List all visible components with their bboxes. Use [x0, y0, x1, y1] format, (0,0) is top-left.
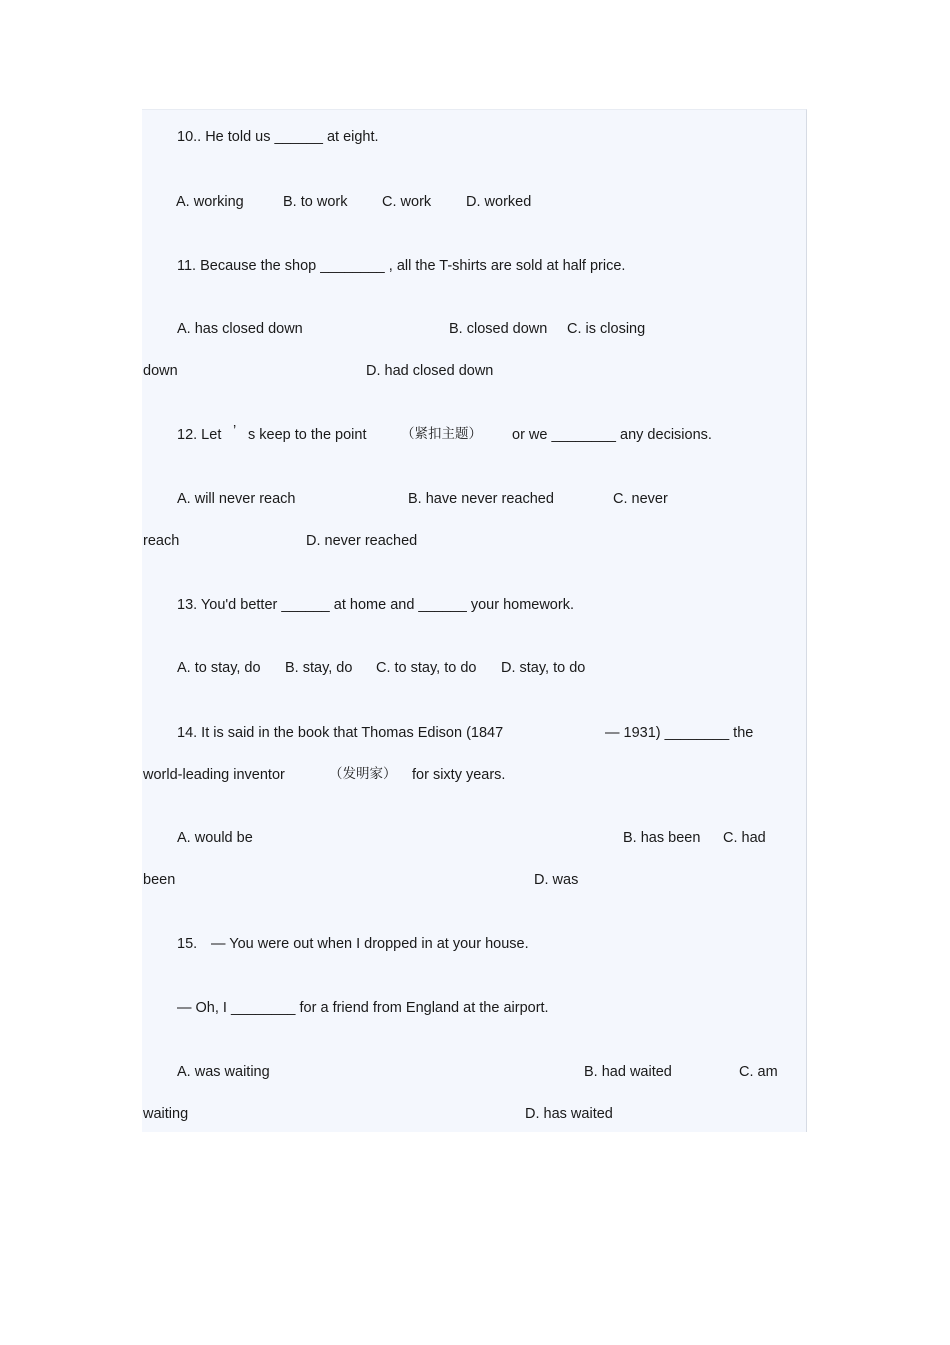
q15-option-c-continued: waiting — [143, 1106, 189, 1122]
q15-option-a: A. was waiting — [177, 1064, 270, 1080]
q12-stem-start: 12. Let — [177, 427, 222, 443]
q14-option-b: B. has been — [623, 830, 701, 846]
q12-option-d: D. never reached — [306, 533, 418, 549]
q11-option-a: A. has closed down — [177, 321, 303, 337]
q13-option-d: D. stay, to do — [501, 660, 586, 676]
q10-option-c: C. work — [382, 194, 432, 210]
q14-option-c: C. had — [723, 830, 766, 846]
q11-option-b: B. closed down — [449, 321, 548, 337]
q15-dialogue-line2: — Oh, I ________ for a friend from England at the airport. — [177, 1000, 549, 1016]
q11-stem: 11. Because the shop ________ , all the T-shirts are sold at half price. — [177, 258, 626, 274]
q15-option-d: D. has waited — [525, 1106, 613, 1122]
q14-stem-start: 14. It is said in the book that Thomas Edison (1847 — [177, 725, 504, 741]
q11-option-c-continued: down — [143, 363, 178, 379]
q15-option-c: C. am — [739, 1064, 778, 1080]
q12-option-c: C. never — [613, 491, 668, 507]
q12-option-a: A. will never reach — [177, 491, 296, 507]
q13-option-c: C. to stay, to do — [376, 660, 477, 676]
q15-dialogue-line1: — You were out when I dropped in at your house. — [211, 936, 529, 952]
q14-option-c-continued: been — [143, 872, 176, 888]
q15-option-b: B. had waited — [584, 1064, 672, 1080]
q13-option-b: B. stay, do — [285, 660, 353, 676]
q14-stem-line2: world-leading inventor — [143, 767, 285, 783]
q11-option-c: C. is closing — [567, 321, 646, 337]
q10-option-d: D. worked — [466, 194, 532, 210]
q12-chinese-gloss: （紧扣主题） — [401, 426, 482, 442]
q13-option-a: A. to stay, do — [177, 660, 261, 676]
q15-number: 15. — [177, 936, 198, 952]
q10-option-b: B. to work — [283, 194, 348, 210]
q10-option-a: A. working — [176, 194, 244, 210]
q14-stem-end: for sixty years. — [412, 767, 506, 783]
q14-stem-middle: — 1931) ________ the — [605, 725, 754, 741]
q10-stem: 10.. He told us ______ at eight. — [177, 129, 379, 145]
q12-stem-middle: s keep to the point — [248, 427, 367, 443]
q12-option-c-continued: reach — [143, 533, 180, 549]
q14-option-a: A. would be — [177, 830, 253, 846]
q11-option-d: D. had closed down — [366, 363, 494, 379]
q14-chinese-gloss: （发明家） — [329, 766, 397, 782]
q12-apostrophe: ’ — [233, 423, 237, 439]
q12-stem-end: or we ________ any decisions. — [512, 427, 712, 443]
q13-stem: 13. You'd better ______ at home and ______ your homework. — [177, 597, 574, 613]
q12-option-b: B. have never reached — [408, 491, 554, 507]
q14-option-d: D. was — [534, 872, 579, 888]
